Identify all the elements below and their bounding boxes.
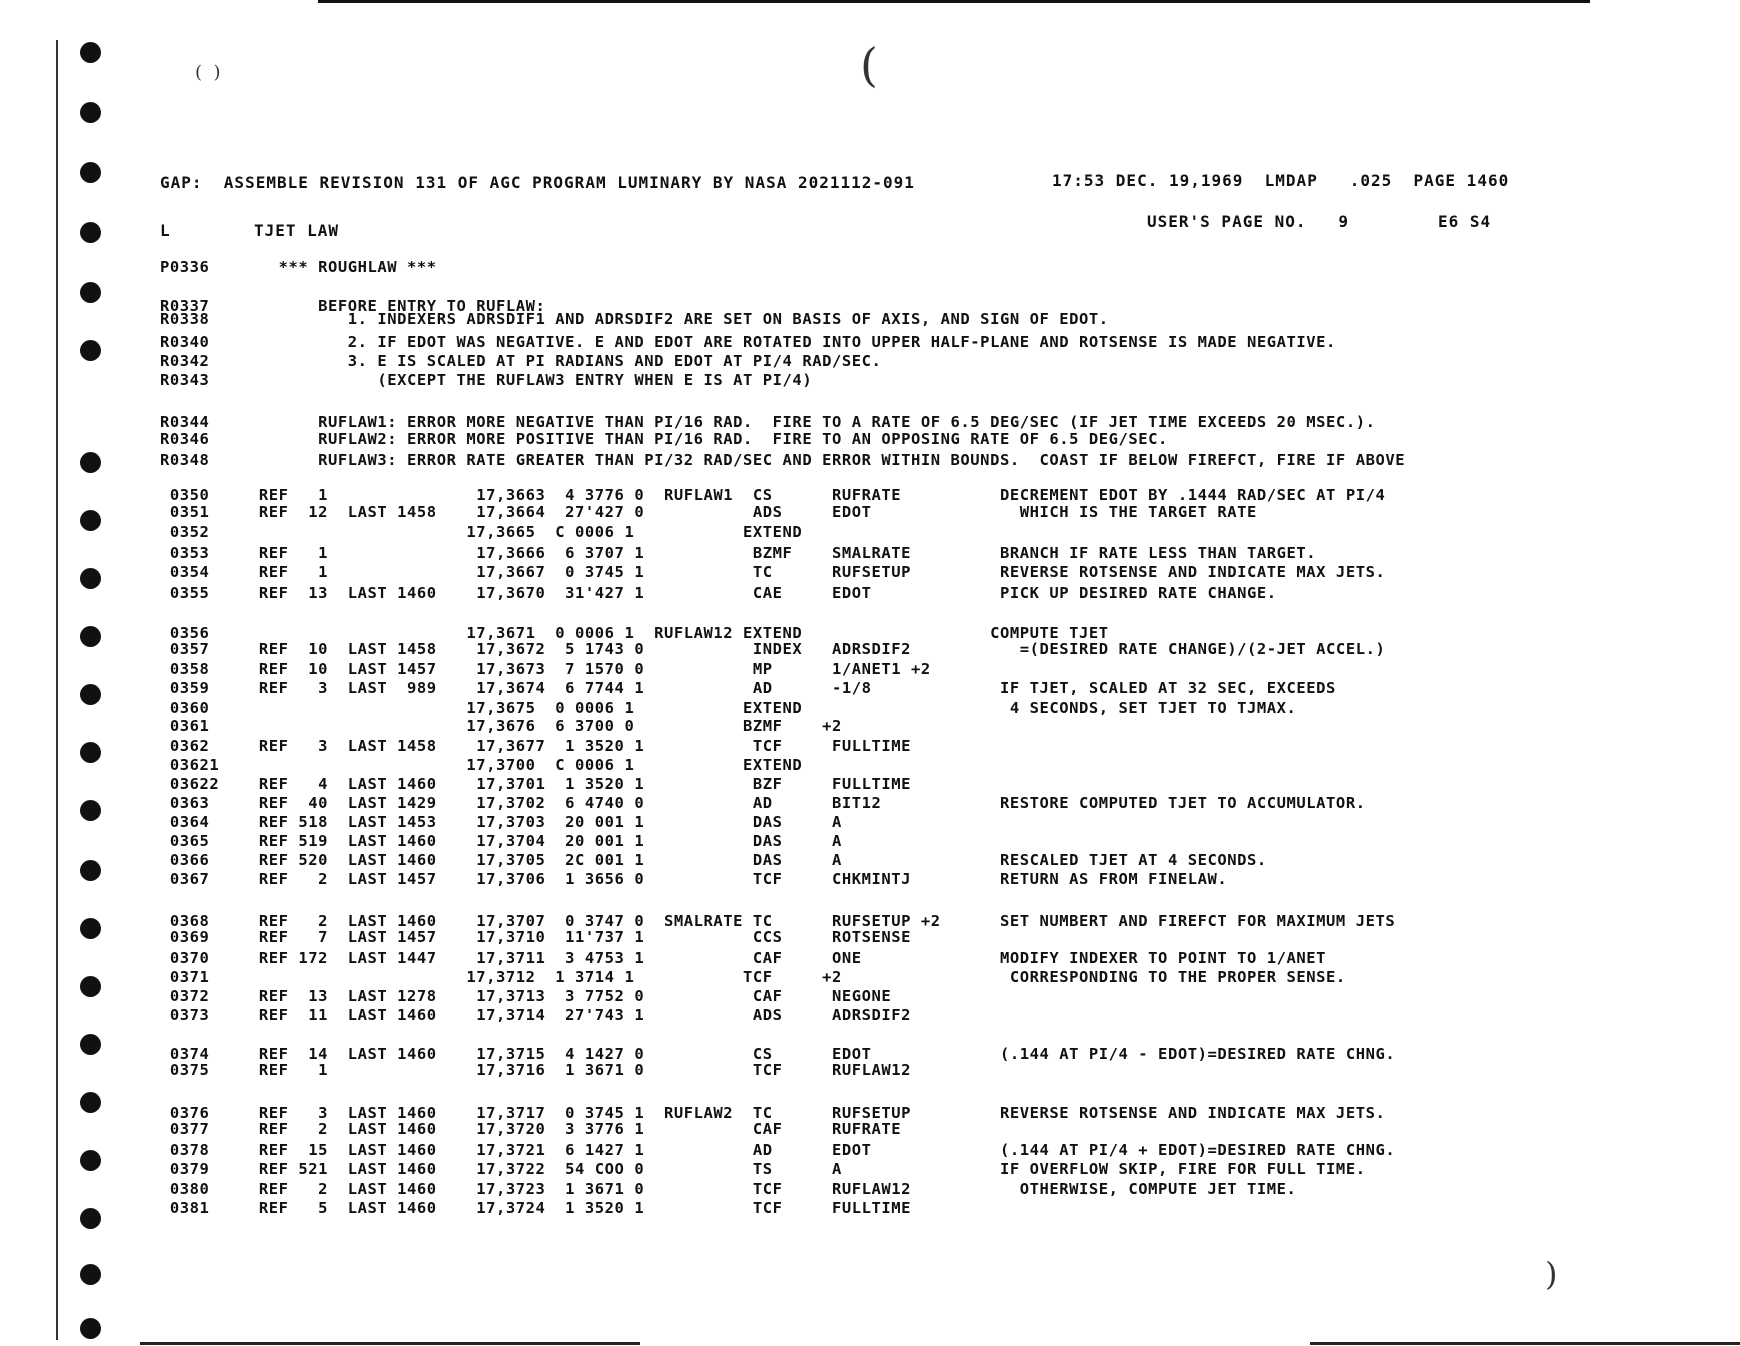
punch-hole (80, 684, 101, 705)
stray-curve-mark: ) (1545, 1255, 1558, 1293)
page-code: E6 S4 (1438, 212, 1492, 231)
punch-hole (80, 222, 101, 243)
listing-line: 0380 REF 2 LAST 1460 17,3723 1 3671 0 TCF RUFLAW12 OTHERWISE, COMPUTE JET TIME. (160, 1180, 1297, 1198)
punch-hole (80, 1318, 101, 1339)
punch-hole (80, 282, 101, 303)
listing-line: R0344 RUFLAW1: ERROR MORE NEGATIVE THAN PI/16 RAD. FIRE TO A RATE OF 6.5 DEG/SEC (IF JET TIME EXCEEDS 20 MSEC.). (160, 413, 1376, 431)
listing-line: R0337 BEFORE ENTRY TO RUFLAW: (160, 297, 546, 315)
punch-hole (80, 1150, 101, 1171)
log-section: TJET LAW (254, 221, 340, 240)
listing-line: 0360 17,3675 0 0006 1 EXTEND 4 SECONDS, SET TJET TO TJMAX. (160, 699, 1297, 717)
punch-hole (80, 162, 101, 183)
listing-line: 0356 17,3671 0 0006 1 RUFLAW12 EXTEND COMPUTE TJET (160, 624, 1109, 642)
listing-line: 0350 REF 1 17,3663 4 3776 0 RUFLAW1 CS RUFRATE DECREMENT EDOT BY .1444 RAD/SEC AT PI/4 (160, 486, 1386, 504)
listing-line: 0354 REF 1 17,3667 0 3745 1 TC RUFSETUP REVERSE ROTSENSE AND INDICATE MAX JETS. (160, 563, 1386, 581)
punch-hole (80, 340, 101, 361)
listing-line: 0353 REF 1 17,3666 6 3707 1 BZMF SMALRATE BRANCH IF RATE LESS THAN TARGET. (160, 544, 1317, 562)
listing-line: 0352 17,3665 C 0006 1 EXTEND (160, 523, 803, 541)
left-margin-line (56, 40, 58, 1340)
punch-hole (80, 452, 101, 473)
listing-line: 0361 17,3676 6 3700 0 BZMF +2 (160, 717, 842, 735)
listing-line: 0379 REF 521 LAST 1460 17,3722 54 COO 0 TS A IF OVERFLOW SKIP, FIRE FOR FULL TIME. (160, 1160, 1366, 1178)
listing-line: 0363 REF 40 LAST 1429 17,3702 6 4740 0 AD BIT12 RESTORE COMPUTED TJET TO ACCUMULATOR. (160, 794, 1366, 812)
listing-line: 0378 REF 15 LAST 1460 17,3721 6 1427 1 AD EDOT (.144 AT PI/4 + EDOT)=DESIRED RATE CHNG. (160, 1141, 1396, 1159)
bottom-border-left (140, 1342, 640, 1345)
listing-line: 0351 REF 12 LAST 1458 17,3664 27'427 0 ADS EDOT WHICH IS THE TARGET RATE (160, 503, 1257, 521)
listing-line: 0365 REF 519 LAST 1460 17,3704 20 001 1 DAS A (160, 832, 842, 850)
punch-hole (80, 102, 101, 123)
listing-line: 0367 REF 2 LAST 1457 17,3706 1 3656 0 TCF CHKMINTJ RETURN AS FROM FINELAW. (160, 870, 1228, 888)
listing-line: 0376 REF 3 LAST 1460 17,3717 0 3745 1 RUFLAW2 TC RUFSETUP REVERSE ROTSENSE AND INDICATE MAX JETS. (160, 1104, 1386, 1122)
listing-line: 0355 REF 13 LAST 1460 17,3670 31'427 1 CAE EDOT PICK UP DESIRED RATE CHANGE. (160, 584, 1277, 602)
stray-paren-mark: ( ) (195, 62, 221, 83)
punch-hole (80, 1208, 101, 1229)
listing-line: R0340 2. IF EDOT WAS NEGATIVE. E AND EDOT ARE ROTATED INTO UPPER HALF-PLANE AND ROTSENSE IS MADE NEGATIVE. (160, 333, 1336, 351)
punch-hole (80, 42, 101, 63)
listing-line: 03622 REF 4 LAST 1460 17,3701 1 3520 1 BZF FULLTIME (160, 775, 912, 793)
punch-hole (80, 1092, 101, 1113)
punch-hole (80, 626, 101, 647)
punch-hole (80, 976, 101, 997)
punch-hole (80, 568, 101, 589)
punch-hole (80, 742, 101, 763)
listing-line: 0358 REF 10 LAST 1457 17,3673 7 1570 0 MP 1/ANET1 +2 (160, 660, 931, 678)
listing-line: 0374 REF 14 LAST 1460 17,3715 4 1427 0 CS EDOT (.144 AT PI/4 - EDOT)=DESIRED RATE CHNG. (160, 1045, 1396, 1063)
listing-line: P0336 *** ROUGHLAW *** (160, 258, 437, 276)
listing-line: 0375 REF 1 17,3716 1 3671 0 TCF RUFLAW12 (160, 1061, 912, 1079)
listing-line: 0357 REF 10 LAST 1458 17,3672 5 1743 0 INDEX ADRSDIF2 =(DESIRED RATE CHANGE)/(2-JET ACCEL.) (160, 640, 1386, 658)
listing-line: 0373 REF 11 LAST 1460 17,3714 27'743 1 ADS ADRSDIF2 (160, 1006, 912, 1024)
punch-hole (80, 510, 101, 531)
header-left: GAP: ASSEMBLE REVISION 131 OF AGC PROGRAM LUMINARY BY NASA 2021112-091 (160, 173, 915, 192)
listing-line: 0377 REF 2 LAST 1460 17,3720 3 3776 1 CAF RUFRATE (160, 1120, 902, 1138)
stray-bracket-mark: ( (860, 38, 878, 92)
section-letter: L (160, 221, 171, 240)
listing-line: 0359 REF 3 LAST 989 17,3674 6 7744 1 AD -1/8 IF TJET, SCALED AT 32 SEC, EXCEEDS (160, 679, 1336, 697)
listing-line: 0371 17,3712 1 3714 1 TCF +2 CORRESPONDING TO THE PROPER SENSE. (160, 968, 1346, 986)
bottom-border-right (1310, 1342, 1740, 1345)
users-page-label: USER'S PAGE NO. 9 (1147, 212, 1350, 231)
listing-line: 0372 REF 13 LAST 1278 17,3713 3 7752 0 CAF NEGONE (160, 987, 892, 1005)
punch-hole (80, 860, 101, 881)
listing-line: 0366 REF 520 LAST 1460 17,3705 2C 001 1 DAS A RESCALED TJET AT 4 SECONDS. (160, 851, 1267, 869)
punch-hole (80, 800, 101, 821)
listing-line: 0369 REF 7 LAST 1457 17,3710 11'737 1 CCS ROTSENSE (160, 928, 912, 946)
punch-hole (80, 918, 101, 939)
listing-line: R0338 1. INDEXERS ADRSDIF1 AND ADRSDIF2 ARE SET ON BASIS OF AXIS, AND SIGN OF EDOT. (160, 310, 1109, 328)
listing-line: 0364 REF 518 LAST 1453 17,3703 20 001 1 DAS A (160, 813, 842, 831)
listing-line: R0346 RUFLAW2: ERROR MORE POSITIVE THAN PI/16 RAD. FIRE TO AN OPPOSING RATE OF 6.5 DEG/SEC. (160, 430, 1168, 448)
listing-line: 0368 REF 2 LAST 1460 17,3707 0 3747 0 SMALRATE TC RUFSETUP +2 SET NUMBERT AND FIREFCT FOR MAXIMUM JETS (160, 912, 1396, 930)
listing-line: R0348 RUFLAW3: ERROR RATE GREATER THAN PI/32 RAD/SEC AND ERROR WITHIN BOUNDS. COAST IF BELOW FIREFCT, FIRE IF ABOVE (160, 451, 1406, 469)
listing-line: R0342 3. E IS SCALED AT PI RADIANS AND EDOT AT PI/4 RAD/SEC. (160, 352, 882, 370)
listing-line: 0362 REF 3 LAST 1458 17,3677 1 3520 1 TCF FULLTIME (160, 737, 912, 755)
top-border (318, 0, 1590, 3)
punch-hole (80, 1034, 101, 1055)
listing-line: 03621 17,3700 C 0006 1 EXTEND (160, 756, 803, 774)
punch-hole (80, 1264, 101, 1285)
listing-line: R0343 (EXCEPT THE RUFLAW3 ENTRY WHEN E IS AT PI/4) (160, 371, 813, 389)
header-right: 17:53 DEC. 19,1969 LMDAP .025 PAGE 1460 (1052, 171, 1510, 190)
listing-line: 0370 REF 172 LAST 1447 17,3711 3 4753 1 CAF ONE MODIFY INDEXER TO POINT TO 1/ANET (160, 949, 1327, 967)
listing-line: 0381 REF 5 LAST 1460 17,3724 1 3520 1 TCF FULLTIME (160, 1199, 912, 1217)
